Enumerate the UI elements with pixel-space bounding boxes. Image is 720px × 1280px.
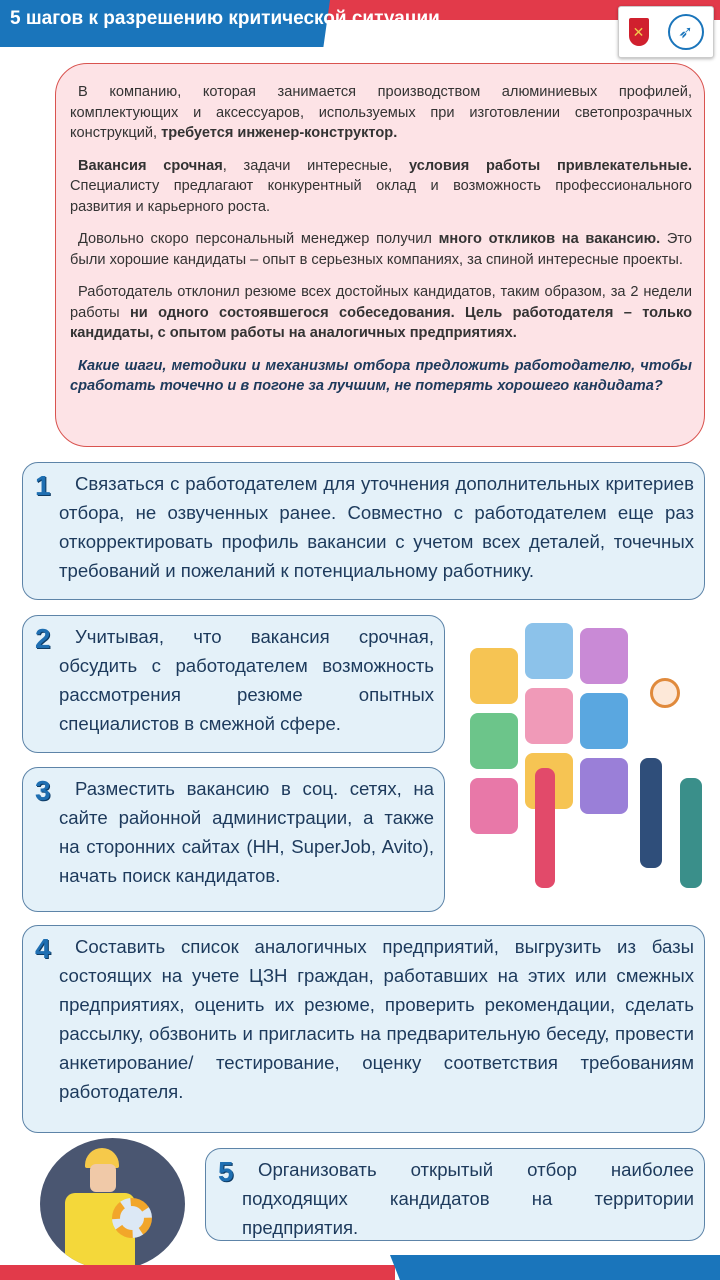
footer-blue-band (390, 1255, 720, 1280)
employment-center-logo-icon: ➶ (668, 14, 704, 50)
intro-question: Какие шаги, методики и механизмы отбора предложить работодателю, чтобы сработать точечно и в погоне за лучшим, не потерять хорошего кандидата? (70, 357, 692, 394)
step-text: Организовать открытый отбор наиболее подходящих кандидатов на территории предприятия. (242, 1159, 694, 1238)
engineer-illustration (40, 1138, 185, 1270)
intro-bold: много откликов на вакансию. (438, 231, 661, 247)
gear-icon (112, 1198, 152, 1238)
step-number: 2 (35, 623, 51, 654)
step-number: 5 (218, 1156, 234, 1187)
intro-bold: Вакансия срочная (78, 157, 223, 174)
intro-text: , задачи интересные, (222, 157, 409, 174)
step-3 (22, 767, 445, 912)
footer-red-band (0, 1265, 395, 1280)
case-description (55, 63, 705, 447)
magnifier-icon (650, 678, 680, 708)
step-text: Составить список аналогичных предприятий, выгрузить из базы состоящих на учете ЦЗН граждан, работавших на этих или смежных предприятиях, оценить их резюме, проверить рекомендации, сделать рассылку, обзвонить и пригласить на предварительную беседу, провести анкетирование/ тестирование, оценку соответствия требованиям работодателя. (59, 936, 694, 1102)
step-5 (205, 1148, 705, 1241)
step-number: 1 (35, 470, 51, 501)
city-crest-icon: ✕ (629, 18, 649, 46)
recruitment-illustration (450, 618, 710, 906)
step-2 (22, 615, 445, 753)
intro-text: Работодатель отклонил резюме всех достойных кандидатов, таким образом, за 2 недели работы (70, 284, 692, 321)
intro-text: Довольно скоро персональный менеджер получил (78, 231, 439, 247)
step-text: Учитывая, что вакансия срочная, обсудить с работодателем возможность рассмотрения резюме опытных специалистов в смежной сфере. (59, 626, 434, 734)
intro-text: Специалисту предлагают конкурентный оклад и возможность профессионального развития и карьерного роста. (70, 178, 692, 215)
step-text: Разместить вакансию в соц. сетях, на сайте районной администрации, а также на сторонних сайтах (HH, SuperJob, Avito), начать поиск кандидатов. (59, 778, 434, 886)
step-text: Связаться с работодателем для уточнения дополнительных критериев отбора, не озвученных ранее. Совместно с работодателем еще раз откорректировать профиль вакансии с учетом всех деталей, точечных требований и пожеланий к потенциальному работнику. (59, 473, 694, 581)
step-number: 3 (35, 775, 51, 806)
step-1 (22, 462, 705, 600)
page-title: 5 шагов к разрешению критической ситуации (10, 8, 440, 29)
logos (618, 6, 714, 58)
intro-text: Это были хорошие кандидаты – опыт в серьезных компаниях, за спиной интересные проекты. (70, 231, 692, 268)
intro-text: В компанию, которая занимается производством алюминиевых профилей, комплектующих и аксессуаров, используемых при изготовлении светопрозрачных конструкций, (70, 84, 692, 141)
step-number: 4 (35, 933, 51, 964)
intro-bold: требуется инженер-конструктор. (161, 125, 398, 141)
intro-bold: условия работы привлекательные. (408, 157, 692, 174)
intro-bold: ни одного состоявшегося собеседования. Цель работодателя – только кандидаты, с опытом работы на аналогичных предприятиях. (70, 304, 692, 341)
step-4 (22, 925, 705, 1133)
